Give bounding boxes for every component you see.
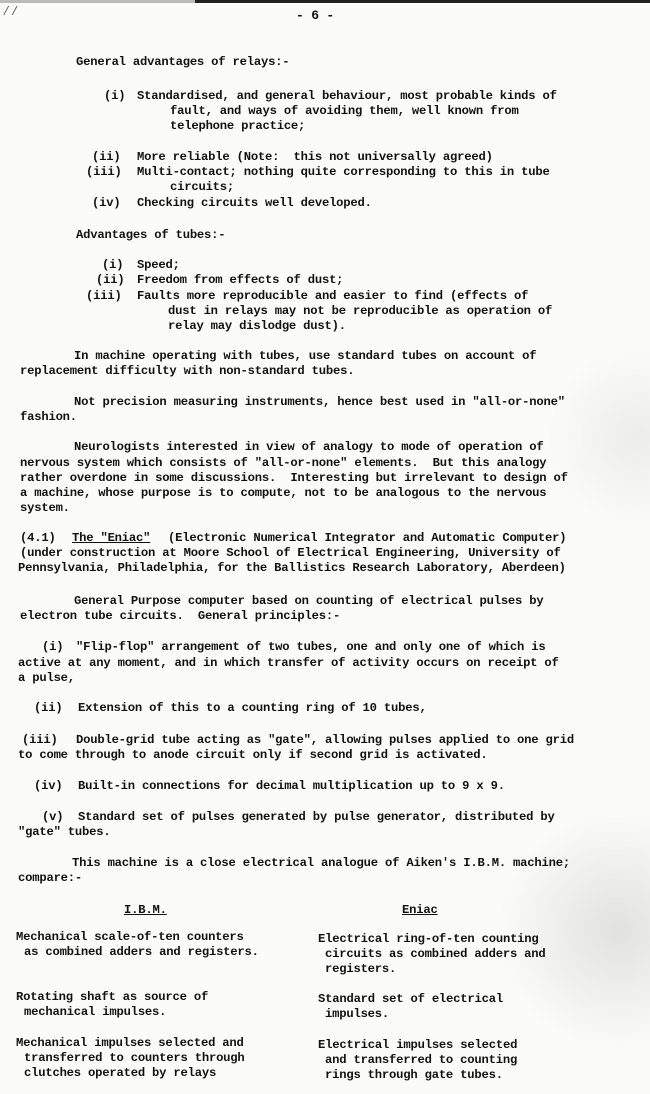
paragraph-line: rather overdone in some discussions. Interesting but irrelevant to design of (20, 471, 568, 485)
relays-item-text: telephone practice; (170, 119, 306, 133)
principle-text: Standard set of pulses generated by pulse generator, distributed by (78, 810, 555, 824)
tubes-item-num: (iii) (86, 289, 122, 303)
comparison-right-text: Electrical impulses selected (318, 1038, 518, 1052)
tubes-item-text: Faults more reproducible and easier to find (effects of (137, 289, 529, 303)
principle-text: Double-grid tube acting as "gate", allowing pulses applied to one grid (76, 733, 574, 747)
section-heading-line: Pennsylvania, Philadelphia, for the Ballistics Research Laboratory, Aberdeen) (18, 561, 566, 575)
section-heading-line: (Electronic Numerical Integrator and Automatic Computer) (168, 531, 567, 545)
principle-num: (iv) (34, 779, 63, 793)
relays-item-text: Checking circuits well developed. (137, 196, 372, 210)
relays-item-num: (ii) (92, 150, 121, 164)
principle-text: "Flip-flop" arrangement of two tubes, one and only one of which is (76, 640, 546, 654)
comparison-left-text: mechanical impulses. (24, 1005, 167, 1019)
tubes-item-text: Freedom from effects of dust; (137, 273, 344, 287)
principle-text: active at any moment, and in which transfer of activity occurs on receipt of (18, 656, 559, 670)
paragraph-line: compare:- (18, 871, 83, 885)
comparison-left-text: transferred to counters through (24, 1051, 245, 1065)
paragraph-line: replacement difficulty with non-standard tubes. (20, 364, 355, 378)
relays-item-text: circuits; (170, 180, 235, 194)
comparison-right-text: impulses. (325, 1007, 390, 1021)
comparison-right-text: rings through gate tubes. (325, 1068, 503, 1082)
relays-item-text: Standardised, and general behaviour, most probable kinds of (137, 89, 557, 103)
paragraph-line: Neurologists interested in view of analogy to mode of operation of (74, 440, 544, 454)
comparison-left-text: Mechanical scale-of-ten counters (16, 930, 244, 944)
principle-num: (iii) (22, 733, 58, 747)
section-heading-line: (under construction at Moore School of Electrical Engineering, University of (20, 546, 561, 560)
principle-text: "gate" tubes. (18, 825, 111, 839)
page-number: - 6 - (296, 8, 335, 23)
paragraph-line: Not precision measuring instruments, hence best used in "all-or-none" (74, 395, 565, 409)
comparison-left-text: Mechanical impulses selected and (16, 1036, 244, 1050)
paragraph-line: In machine operating with tubes, use standard tubes on account of (74, 349, 537, 363)
corner-mark: ⁄⁄ (2, 4, 19, 20)
paragraph-line: General Purpose computer based on counting of electrical pulses by (74, 594, 544, 608)
paragraph-line: a machine, whose purpose is to compute, not to be analogous to the nervous (20, 486, 547, 500)
relays-item-num: (iv) (92, 196, 121, 210)
tubes-heading: Advantages of tubes:- (76, 228, 226, 242)
principle-text: a pulse, (18, 671, 75, 685)
relays-item-text: fault, and ways of avoiding them, well known from (170, 104, 519, 118)
relays-item-num: (i) (104, 89, 126, 103)
relays-item-text: Multi-contact; nothing quite corresponding to this in tube (137, 165, 550, 179)
tubes-item-num: (i) (102, 258, 124, 272)
paragraph-line: system. (20, 501, 70, 515)
comparison-right-text: registers. (325, 962, 397, 976)
tubes-item-text: Speed; (137, 258, 180, 272)
principle-text: Built-in connections for decimal multiplication up to 9 x 9. (78, 779, 505, 793)
paragraph-line: nervous system which consists of "all-or-none" elements. But this analogy (20, 456, 547, 470)
section-title: The "Eniac" (72, 531, 151, 545)
principle-num: (i) (42, 640, 64, 654)
tubes-item-text: dust in relays may not be reproducible as operation of (168, 304, 553, 318)
comparison-right-heading: Eniac (402, 903, 438, 917)
relays-heading: General advantages of relays:- (76, 55, 290, 69)
principle-text: to come through to anode circuit only if second grid is activated. (18, 748, 488, 762)
relays-item-num: (iii) (86, 165, 122, 179)
relays-item-text: More reliable (Note: this not universally agreed) (137, 150, 493, 164)
comparison-right-text: circuits as combined adders and (325, 947, 546, 961)
comparison-left-text: clutches operated by relays (24, 1066, 217, 1080)
comparison-right-text: Electrical ring-of-ten counting (318, 932, 539, 946)
paragraph-line: fashion. (20, 410, 77, 424)
tubes-item-num: (ii) (96, 273, 125, 287)
comparison-left-text: Rotating shaft as source of (16, 990, 209, 1004)
paragraph-line: This machine is a close electrical analogue of Aiken's I.B.M. machine; (72, 856, 570, 870)
comparison-right-text: and transferred to counting (325, 1053, 518, 1067)
scan-edge (0, 0, 650, 3)
principle-num: (v) (42, 810, 64, 824)
comparison-left-text: as combined adders and registers. (24, 945, 259, 959)
principle-text: Extension of this to a counting ring of 10 tubes, (78, 701, 427, 715)
principle-num: (ii) (34, 701, 63, 715)
tubes-item-text: relay may dislodge dust). (168, 319, 346, 333)
comparison-left-heading: I.B.M. (124, 903, 167, 917)
section-number: (4.1) (20, 531, 56, 545)
paragraph-line: electron tube circuits. General principles:- (20, 609, 341, 623)
comparison-right-text: Standard set of electrical (318, 992, 503, 1006)
